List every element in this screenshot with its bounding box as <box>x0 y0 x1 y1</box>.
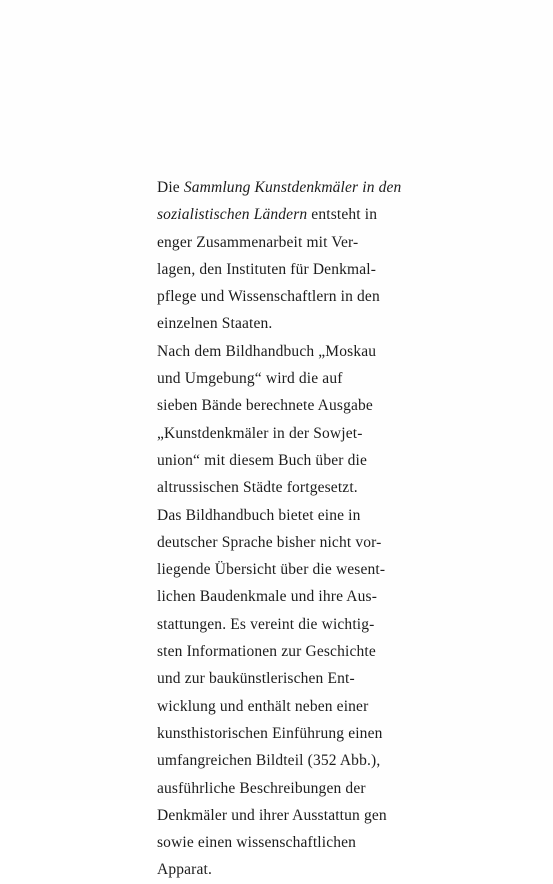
text-line <box>157 420 417 447</box>
text-line <box>157 474 417 501</box>
text-segment: Apparat. <box>157 861 212 879</box>
text-line <box>157 338 417 365</box>
text-line <box>157 583 417 610</box>
text-line <box>157 720 417 747</box>
text-line <box>157 283 417 310</box>
text-segment: und zur baukünstlerischen Ent- <box>157 670 355 688</box>
text-segment: altrussischen Städte fortgesetzt. <box>157 479 358 497</box>
text-segment: lagen, den Instituten für Denkmal- <box>157 260 377 278</box>
text-segment: sieben Bände berechnete Ausgabe <box>157 397 373 415</box>
text-segment: und Umgebung“ wird die auf <box>157 370 343 388</box>
text-line <box>157 856 417 883</box>
text-segment: Denkmäler und ihrer Ausstattun gen <box>157 806 387 824</box>
text-segment: „Kunstdenkmäler in der Sowjet- <box>157 424 363 442</box>
text-line <box>157 502 417 529</box>
text-line <box>157 256 417 283</box>
text-segment: entsteht in <box>307 206 378 224</box>
text-line <box>157 611 417 638</box>
text-line <box>157 529 417 556</box>
text-segment: Das Bildhandbuch bietet eine in <box>157 506 361 524</box>
text-segment: sten Informationen zur Geschichte <box>157 643 376 661</box>
text-line <box>157 392 417 419</box>
text-line <box>157 201 417 228</box>
text-line <box>157 829 417 856</box>
blurb-text <box>157 174 417 884</box>
text-line <box>157 775 417 802</box>
text-segment: umfangreichen Bildteil (352 Abb.), <box>157 752 381 770</box>
text-segment: union“ mit diesem Buch über die <box>157 451 367 469</box>
italic-text-segment: sozialistischen Ländern <box>157 206 308 224</box>
text-segment: liegende Übersicht über die wesent- <box>157 561 386 579</box>
text-line <box>157 174 417 201</box>
text-line <box>157 229 417 256</box>
text-line <box>157 556 417 583</box>
italic-text-segment: Sammlung Kunstdenkmäler in den <box>183 179 402 196</box>
text-segment: wicklung und enthält neben einer <box>157 697 369 715</box>
text-segment: enger Zusammenarbeit mit Ver- <box>157 233 359 251</box>
text-segment: einzelnen Staaten. <box>157 315 273 333</box>
text-line <box>157 638 417 665</box>
text-segment: deutscher Sprache bisher nicht vor- <box>157 533 382 551</box>
text-line <box>157 310 417 337</box>
text-line <box>157 447 417 474</box>
text-line <box>157 693 417 720</box>
text-segment: stattungen. Es vereint die wichtig- <box>157 615 375 633</box>
text-segment: lichen Baudenkmale und ihre Aus- <box>157 588 378 606</box>
text-line <box>157 665 417 692</box>
text-segment: Die <box>157 179 184 196</box>
text-segment: Nach dem Bildhandbuch „Moskau <box>157 342 377 360</box>
text-line <box>157 747 417 774</box>
text-line <box>157 802 417 829</box>
text-segment: pflege und Wissenschaftlern in den <box>157 288 380 306</box>
text-segment: ausführliche Beschreibungen der <box>157 779 366 797</box>
text-segment: kunsthistorischen Einführung einen <box>157 724 383 742</box>
text-line <box>157 365 417 392</box>
text-segment: sowie einen wissenschaftlichen <box>157 834 357 852</box>
